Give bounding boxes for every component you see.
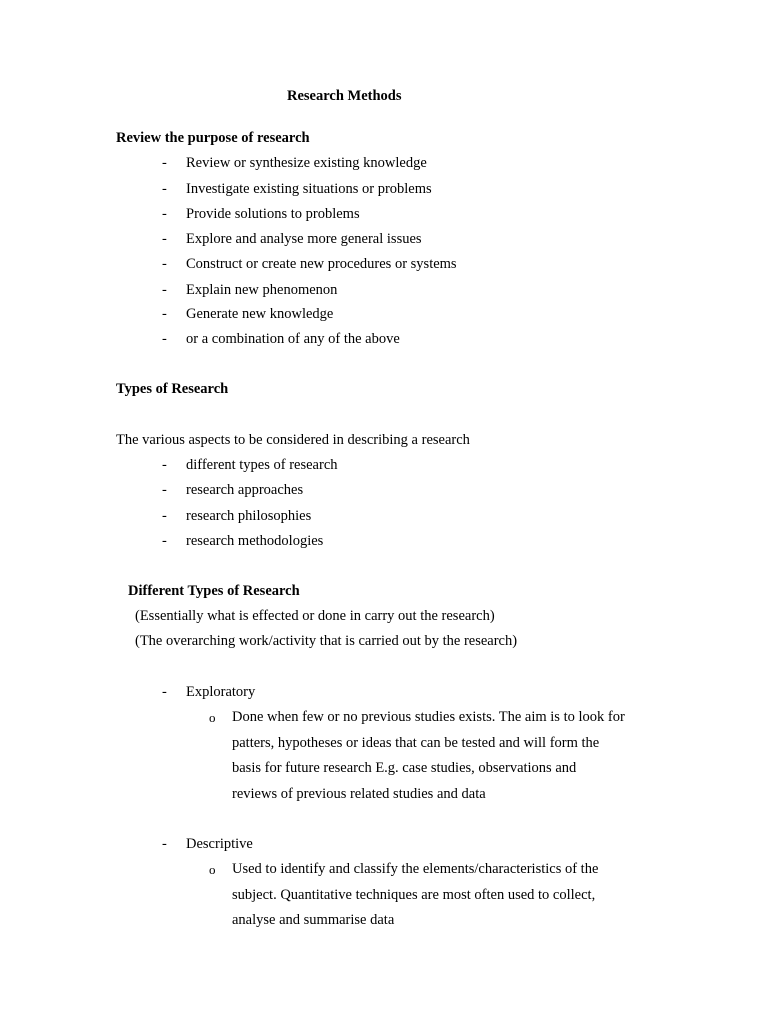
list-item: Explore and analyse more general issues <box>186 231 422 247</box>
section-heading-purpose: Review the purpose of research <box>116 130 310 146</box>
description-line: reviews of previous related studies and data <box>232 786 486 802</box>
list-dash: - <box>162 457 167 473</box>
list-dash: - <box>162 155 167 171</box>
section-intro: The various aspects to be considered in describing a research <box>116 432 470 448</box>
description-line: patters, hypotheses or ideas that can be tested and will form the <box>232 735 600 751</box>
list-dash: - <box>162 306 167 322</box>
description-line: subject. Quantitative techniques are most often used to collect, <box>232 887 596 903</box>
document-title: Research Methods <box>287 88 402 104</box>
list-dash: - <box>162 181 167 197</box>
list-item: Explain new phenomenon <box>186 282 338 298</box>
list-item: research methodologies <box>186 533 324 549</box>
description-line: Done when few or no previous studies exists. The aim is to look for <box>232 709 625 725</box>
list-item: Generate new knowledge <box>186 306 334 322</box>
section-heading-types: Types of Research <box>116 381 229 397</box>
description-line: basis for future research E.g. case studies, observations and <box>232 760 577 776</box>
list-dash: - <box>162 508 167 524</box>
list-item: Provide solutions to problems <box>186 206 360 222</box>
sub-bullet: o <box>209 710 216 725</box>
list-item: Investigate existing situations or problems <box>186 181 432 197</box>
list-dash: - <box>162 836 167 852</box>
list-dash: - <box>162 231 167 247</box>
list-item: or a combination of any of the above <box>186 331 400 347</box>
list-item: Review or synthesize existing knowledge <box>186 155 427 171</box>
list-dash: - <box>162 282 167 298</box>
list-dash: - <box>162 206 167 222</box>
description-line: analyse and summarise data <box>232 912 395 928</box>
section-note: (Essentially what is effected or done in carry out the research) <box>135 608 495 624</box>
sub-bullet: o <box>209 862 216 877</box>
list-dash: - <box>162 256 167 272</box>
list-dash: - <box>162 482 167 498</box>
list-dash: - <box>162 533 167 549</box>
description-line: Used to identify and classify the elements/characteristics of the <box>232 861 599 877</box>
list-item: research philosophies <box>186 508 312 524</box>
research-type-name: Descriptive <box>186 836 253 852</box>
list-dash: - <box>162 684 167 700</box>
list-item: Construct or create new procedures or systems <box>186 256 457 272</box>
section-heading-different-types: Different Types of Research <box>128 583 300 599</box>
list-item: research approaches <box>186 482 304 498</box>
research-type-name: Exploratory <box>186 684 256 700</box>
list-item: different types of research <box>186 457 338 473</box>
list-dash: - <box>162 331 167 347</box>
section-note: (The overarching work/activity that is carried out by the research) <box>135 633 518 649</box>
